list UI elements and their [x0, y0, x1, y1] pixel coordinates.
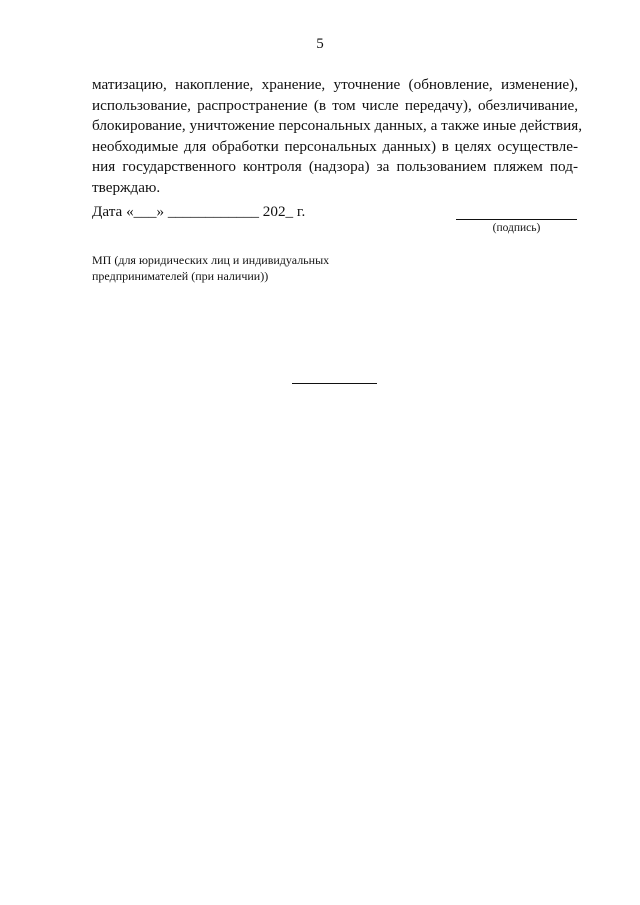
paragraph-line: тверждаю.	[92, 178, 161, 196]
paragraph-line: ния государственного контроля (надзора) за пользованием пляжем под-	[92, 158, 578, 175]
stamp-note-line: предпринимателей (при наличии))	[92, 269, 269, 283]
consent-paragraph	[92, 75, 582, 198]
paragraph-line: использование, распространение (в том числе передачу), обезличивание,	[92, 96, 578, 114]
stamp-note	[92, 252, 392, 284]
paragraph-line: блокирование, уничтожение персональных данных, а также иные действия,	[92, 117, 582, 134]
page-number: 5	[316, 36, 324, 52]
paragraph-line: необходимые для обработки персональных данных) в целях осуществле-	[92, 137, 578, 155]
paragraph-line: матизацию, накопление, хранение, уточнение (обновление, изменение),	[92, 76, 578, 93]
end-separator-line	[292, 383, 377, 384]
signature-line	[456, 219, 577, 220]
signature-caption: (подпись)	[492, 222, 541, 234]
date-field: Дата «___» ____________ 202_ г.	[92, 203, 306, 220]
stamp-note-line: МП (для юридических лиц и индивидуальных	[92, 253, 330, 267]
